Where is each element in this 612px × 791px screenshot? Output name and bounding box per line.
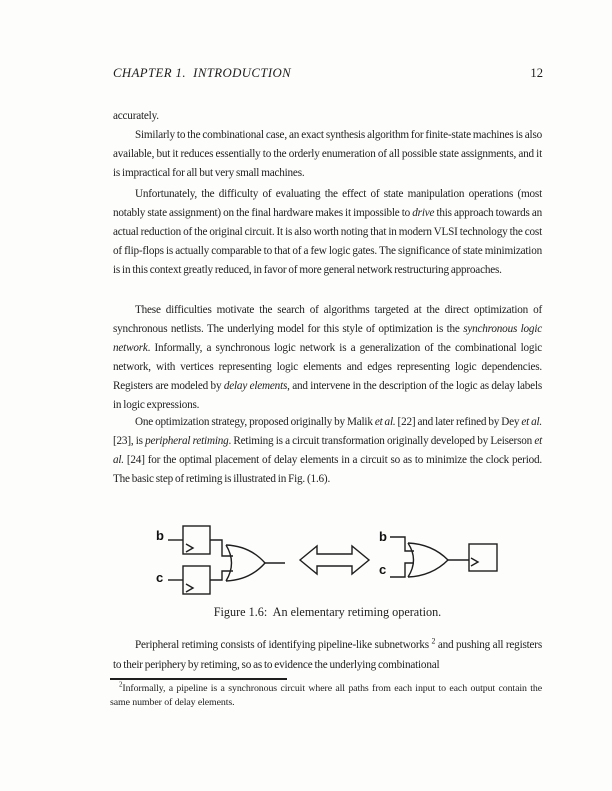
body-paragraph: One optimization strategy, proposed originally by Malik et al. [22] and later refined by Dey et al. [23], is peripheral retiming. Retiming is a circuit transformation originally developed by Leiserson et al. [24] for the optimal placement of delay elements in a circuit so as to minimize the clock period. The basic step of retiming is illustrated in Fig. (1.6). — [113, 416, 542, 485]
footnote-rule — [110, 678, 287, 680]
body-paragraph: Peripheral retiming consists of identifying pipeline-like subnetworks $^2$ and pushing all registers to their periphery by retiming, so as to evidence the underlying combinational — [113, 636, 542, 671]
register-box — [183, 526, 210, 554]
signal-label-b: b — [379, 529, 387, 544]
left-circuit — [156, 526, 285, 594]
signal-label-c: c — [379, 562, 387, 577]
clock-triangle-icon — [186, 584, 193, 592]
register-box — [183, 566, 210, 594]
or-gate — [408, 543, 448, 577]
figure-caption: Figure 1.6: An elementary retiming operation. — [213, 605, 442, 619]
signal-label-c: c — [156, 570, 164, 585]
signal-label-b: b — [156, 528, 164, 543]
body-paragraph: Unfortunately, the difficulty of evaluating the effect of state manipulation operations (most notably state assignment) on the final hardware makes it impossible to drive this approach towards an actual reduction of the original circuit. It is also worth noting that in modern VLSI technology the cost of flip-flops is actually comparable to that of a few logic gates. The significance of state minimization is in this context greatly reduced, in favor of more general network restructuring approaches. — [113, 188, 542, 276]
right-circuit — [379, 529, 497, 577]
register-box — [469, 544, 497, 571]
clock-triangle-icon — [186, 544, 193, 552]
body-paragraph: These difficulties motivate the search of algorithms targeted at the direct optimization of synchronous netlists. The underlying model for this style of optimization is the synchronous logic network. Informally, a synchronous logic network is a generalization of the combinational logic network, with vertices representing logic elements and edges representing logic dependencies. Registers are modeled by delay elements, and intervene in the description of the logic as delay labels in logic expressions. — [113, 304, 543, 411]
body-paragraph: Similarly to the combinational case, an exact synthesis algorithm for finite-state machines is also available, but it reduces essentially to the orderly enumeration of all possible state assignments, and it is impractical for all but very small machines. — [113, 129, 542, 179]
retiming-figure — [150, 518, 510, 606]
or-gate — [226, 545, 265, 581]
body-paragraph-continuation: accurately. — [113, 110, 159, 122]
equivalence-arrow-icon — [300, 546, 369, 574]
clock-triangle-icon — [471, 558, 478, 566]
chapter-heading: CHAPTER 1. INTRODUCTION — [113, 66, 292, 80]
wire — [390, 563, 414, 577]
page-number: 12 — [530, 66, 543, 80]
footnote: $^2$Informally, a pipeline is a synchronous circuit where all paths from each input to each output contain the same number of delay elements. — [110, 681, 542, 709]
page-header — [113, 66, 543, 81]
